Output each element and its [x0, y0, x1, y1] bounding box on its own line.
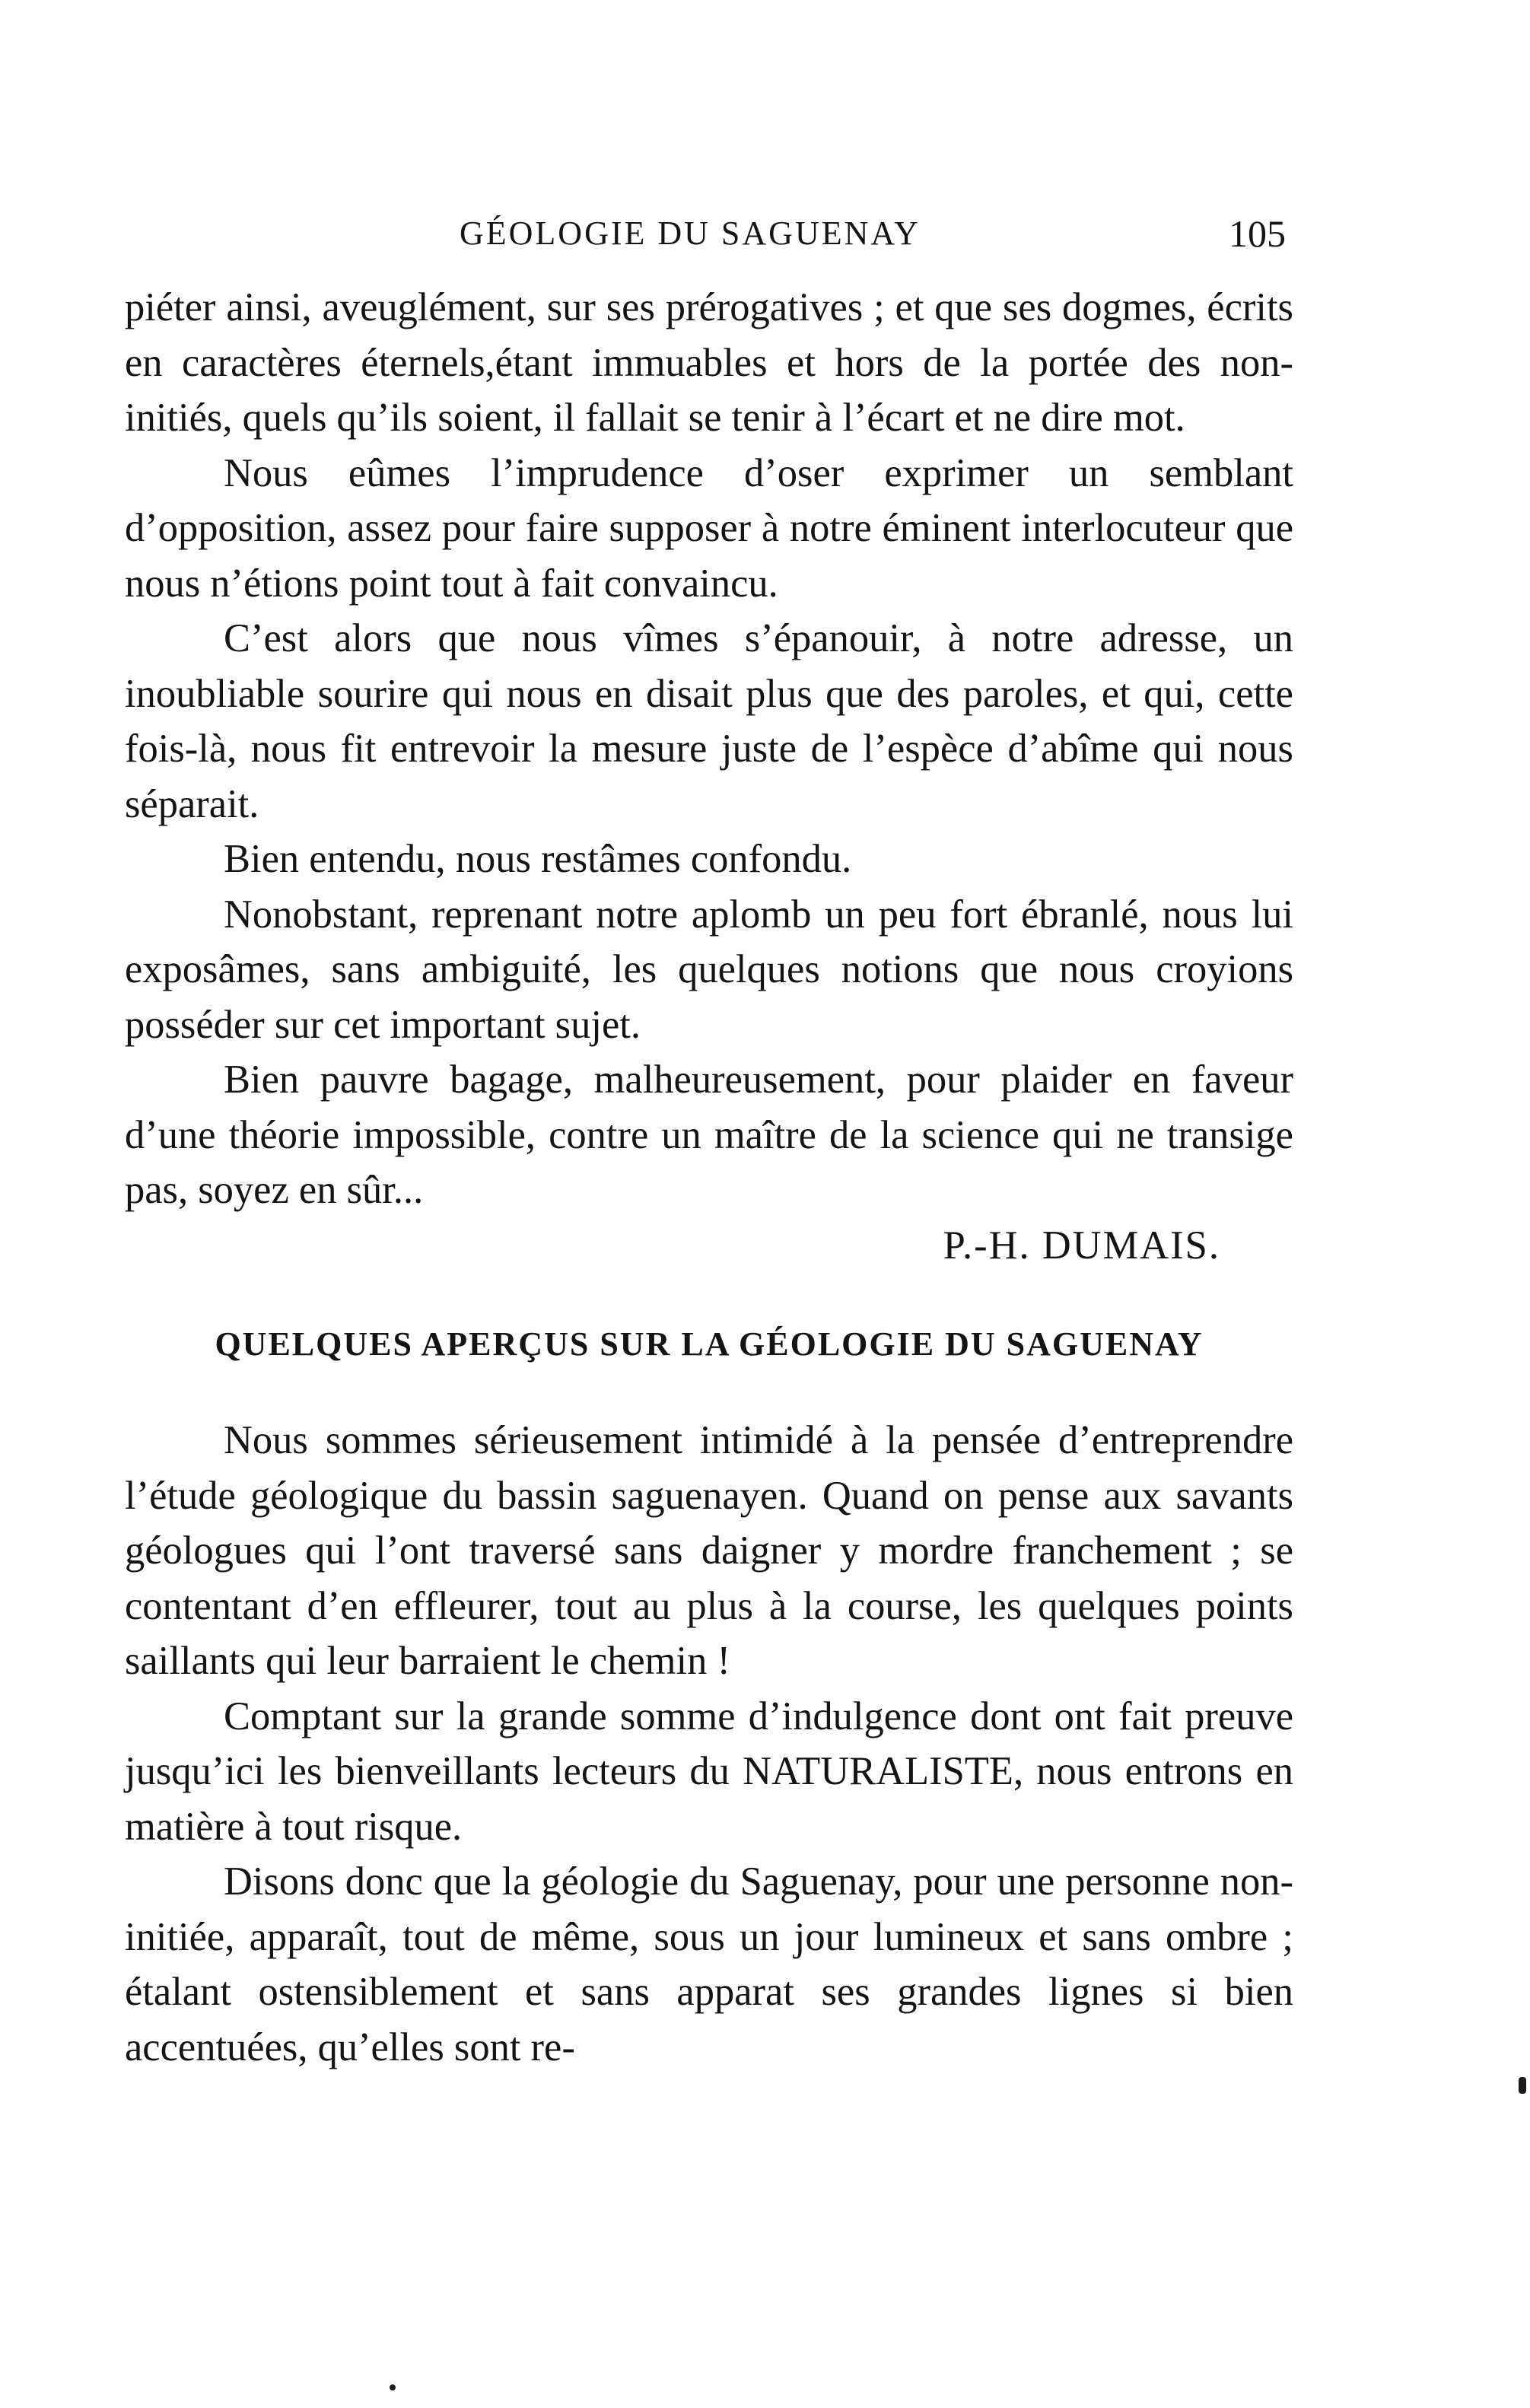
running-title: GÉOLOGIE DU SAGUENAY [460, 215, 921, 252]
section-title: QUELQUES APERÇUS SUR LA GÉOLOGIE DU SAGUENAY [215, 1325, 1204, 1363]
running-head [125, 207, 1293, 260]
ink-speck [1519, 2077, 1526, 2094]
paragraph: Nous sommes sérieusement intimidé à la pensée d’entreprendre l’étude géologique du bassin saguenayen. Quand on pense aux savants géologues qui l’ont traversé sans daigner y mordre franchement ; se contentant d’en effleurer, tout au plus à la course, les quelques points saillants qui leur barraient le chemin ! [125, 1418, 1293, 1683]
paragraph: Comptant sur la grande somme d’indulgence dont ont fait preuve jusqu’ici les bienveillants lecteurs du NATURALISTE, nous entrons en matière à tout risque. [125, 1694, 1293, 1849]
paragraph: Bien entendu, nous restâmes confondu. [224, 837, 852, 881]
paragraph: Nonobstant, reprenant notre aplomb un peu fort ébranlé, nous lui exposâmes, sans ambiguité, les quelques notions que nous croyions posséder sur cet important sujet. [125, 892, 1293, 1047]
page-number: 105 [1229, 212, 1286, 255]
paragraph: C’est alors que nous vîmes s’épanouir, à notre adresse, un inoubliable sourire qui nous en disait plus que des paroles, et qui, cette fois-là, nous fit entrevoir la mesure juste de l’espèce d’abîme qui nous séparait. [125, 616, 1293, 826]
paragraph: Bien pauvre bagage, malheureusement, pour plaider en faveur d’une théorie impossible, contre un maître de la science qui ne transige pas, soyez en sûr... [125, 1058, 1293, 1212]
text-block [125, 280, 1293, 2075]
paragraph: Nous eûmes l’imprudence d’oser exprimer un semblant d’opposition, assez pour faire supposer à notre éminent interlocuteur que nous n’étions point tout à fait convaincu. [125, 450, 1293, 606]
author-signature: P.-H. DUMAIS. [943, 1223, 1220, 1268]
paragraph: Disons donc que la géologie du Saguenay, pour une personne non-initiée, apparaît, tout de même, sous un jour lumineux et sans ombre ; étalant ostensiblement et sans apparat ses grandes lignes si bien accentuées, qu’elles sont re- [125, 1859, 1293, 2069]
paragraph: piéter ainsi, aveuglément, sur ses prérogatives ; et que ses dogmes, écrits en caractères éternels,étant immuables et hors de la portée des non-initiés, quels qu’ils soient, il fallait se tenir à l’écart et ne dire mot. [125, 285, 1293, 440]
ink-speck [390, 2384, 396, 2391]
